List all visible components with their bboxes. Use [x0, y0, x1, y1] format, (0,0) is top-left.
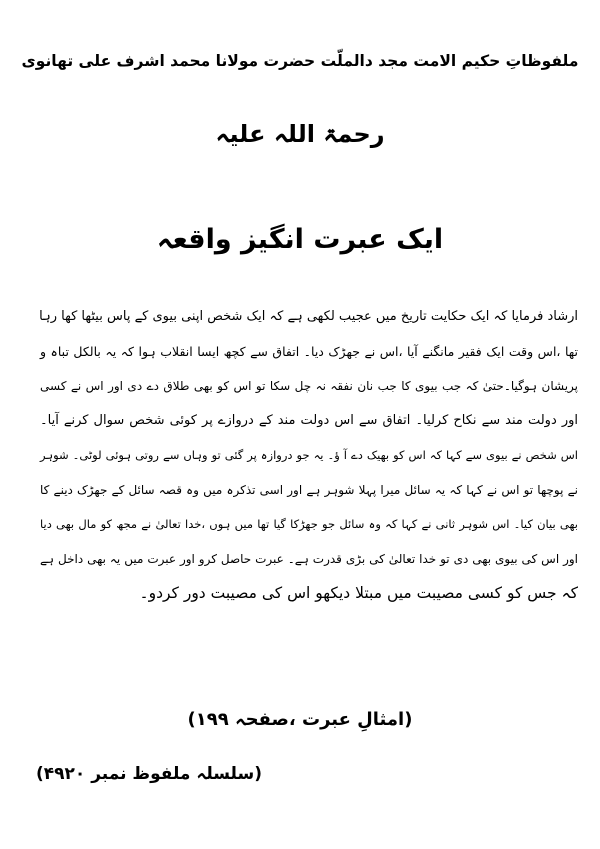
heading-honorific: رحمۃ اللہ علیہ: [215, 120, 385, 148]
body-line: اور دولت مند سے نکاح کرلیا۔ اتفاق سے اس دولت مند کے دروازے پر کوئی شخص سوال کرنے آیا۔: [40, 412, 578, 428]
body-line: کہ جس کو کسی مصیبت میں مبتلا دیکھو اس کی مصیبت دور کردو۔: [139, 584, 578, 602]
body-line: بھی بیان کیا۔ اس شوہر ثانی نے کہا کہ وہ سائل جو جھڑکا گیا تھا میں ہوں ،خدا تعالیٰ نے مجھ کو مال بھی دیا: [40, 517, 578, 531]
series-number: (سلسلہ ملفوظ نمبر ۴۹۲۰): [36, 764, 262, 784]
body-line: اور اس کی بیوی بھی دی تو خدا تعالیٰ کی بڑی قدرت ہے۔ عبرت حاصل کرو اور عبرت میں یہ بھی داخل ہے: [40, 551, 578, 566]
article-title: ایک عبرت انگیز واقعہ: [156, 224, 444, 255]
body-line: اس شخص نے بیوی سے کہا کہ اس کو بھیک دے آ ؤ۔ یہ جو دروازہ پر گئی تو وہاں سے روتی ہوئی لوٹی۔ شوہر: [40, 448, 578, 462]
heading-title: ملفوظاتِ حکیم الامت مجد دالملّت حضرت مولانا محمد اشرف علی تھانوی: [21, 52, 579, 70]
source-reference: (امثالِ عبرت ،صفحہ ۱۹۹): [187, 709, 413, 730]
body-line: ارشاد فرمایا کہ ایک حکایت تاریخ میں عجیب لکھی ہے کہ ایک شخص اپنی بیوی کے پاس بیٹھا کھا رہا: [39, 309, 578, 324]
body-line: پریشان ہوگیا۔حتیٰ کہ جب بیوی کا جب نان نفقہ نہ چل سکا تو اس کو بھی طلاق دے دی اور اس نے کسی: [40, 379, 578, 393]
body-paragraph: [40, 300, 578, 611]
body-line: نے پوچھا تو اس نے کہا کہ یہ سائل میرا پہلا شوہر ہے اور اسی تذکرہ میں وہ قصہ سائل کے جھڑک دینے کا: [40, 482, 578, 497]
body-line: تھا ،اس وقت ایک فقیر مانگنے آیا ،اس نے جھڑک دیا۔ اتفاق سے کچھ ایسا انقلاب ہوا کہ یہ بالکل تباہ و: [40, 343, 578, 359]
